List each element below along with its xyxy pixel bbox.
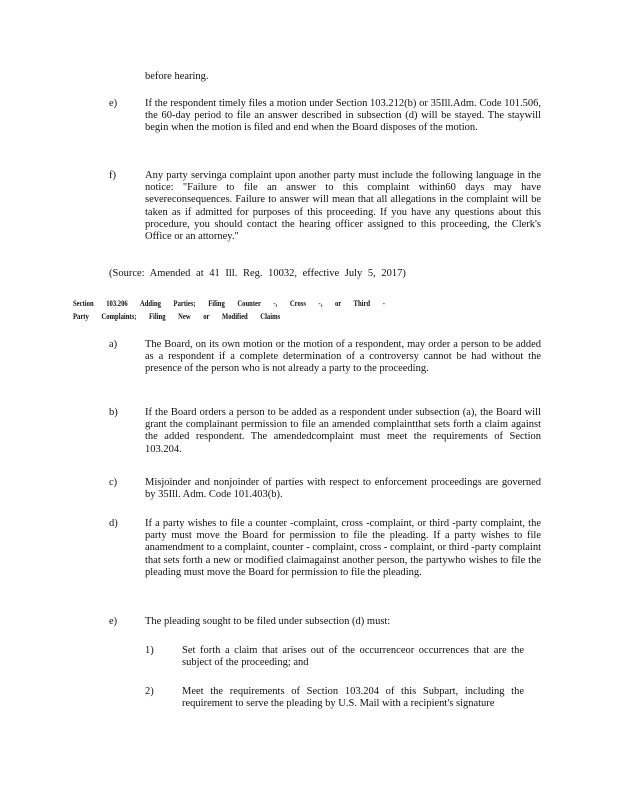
item-c-text: Misjoinder and nonjoinder of parties with respect to enforcement proceedings are governed by 35Ill. Adm. Code 101.403(b). <box>145 477 541 501</box>
source-note: (Source: Amended at 41 Ill. Reg. 10032, effective July 5, 2017) <box>109 268 406 279</box>
item-e2-label: e) <box>109 616 118 627</box>
continuation-text: before hearing. <box>145 71 209 82</box>
item-b-text: If the Board orders a person to be added as a respondent under subsection (a), the Board will grant the complainant permission to file an amended complaintthat sets forth a claim against the added respondent. The amendedcomplaint must meet the requirements of Section 103.204. <box>145 407 541 455</box>
item-b-label: b) <box>109 407 118 418</box>
subitem-1-text: Set forth a claim that arises out of the occurrenceor occurrences that are the subject of the proceeding; and <box>182 645 524 669</box>
item-d-text: If a party wishes to file a counter -complaint, cross -complaint, or third -party complaint, the party must move the Board for permission to file the pleading. If a party wishes to file anamendment to a complaint, counter - complaint, cross - complaint, or third -party complaint that sets forth a new or modified claimagainst another person, the partywho wishes to file the pleading must move the Board for permission to file the pleading. <box>145 518 541 578</box>
subitem-2-text: Meet the requirements of Section 103.204 of this Subpart, including the requirement to serve the pleading by U.S. Mail with a recipient's signature <box>182 686 524 710</box>
item-e-text: If the respondent timely files a motion under Section 103.212(b) or 35Ill.Adm. Code 101.506, the 60-day period to file an answer described in subsection (d) will be stayed. The staywill begin when the motion is filed and end when the Board disposes of the motion. <box>145 98 541 134</box>
item-c-label: c) <box>109 477 118 488</box>
item-e2-text: The pleading sought to be filed under subsection (d) must: <box>145 616 391 627</box>
item-f-text: Any party servinga complaint upon another party must include the following language in the notice: "Failure to file an answer to this complaint within60 days may have severeconsequences. Failure to answer will mean that all allegations in the complaint will be taken as if admitted for purposes of this proceeding. If you have any questions about this procedure, you should contact the hearing officer assigned to this proceeding, the Clerk's Office or an attorney." <box>145 170 541 243</box>
item-a-text: The Board, on its own motion or the motion of a respondent, may order a person to be added as a respondent if a complete determination of a controversy cannot be had without the presence of the person who is not already a party to the proceeding. <box>145 339 541 375</box>
subitem-2-label: 2) <box>145 686 154 697</box>
subitem-1-label: 1) <box>145 645 154 656</box>
item-a-label: a) <box>109 339 118 350</box>
item-d-label: d) <box>109 518 118 529</box>
item-f-label: f) <box>109 170 116 181</box>
section-heading: Section 103.206 Adding Parties; Filing Counter -, Cross -, or Third -Party Complaints; Filing New or Modified Claims <box>73 298 385 321</box>
item-e-label: e) <box>109 98 118 109</box>
